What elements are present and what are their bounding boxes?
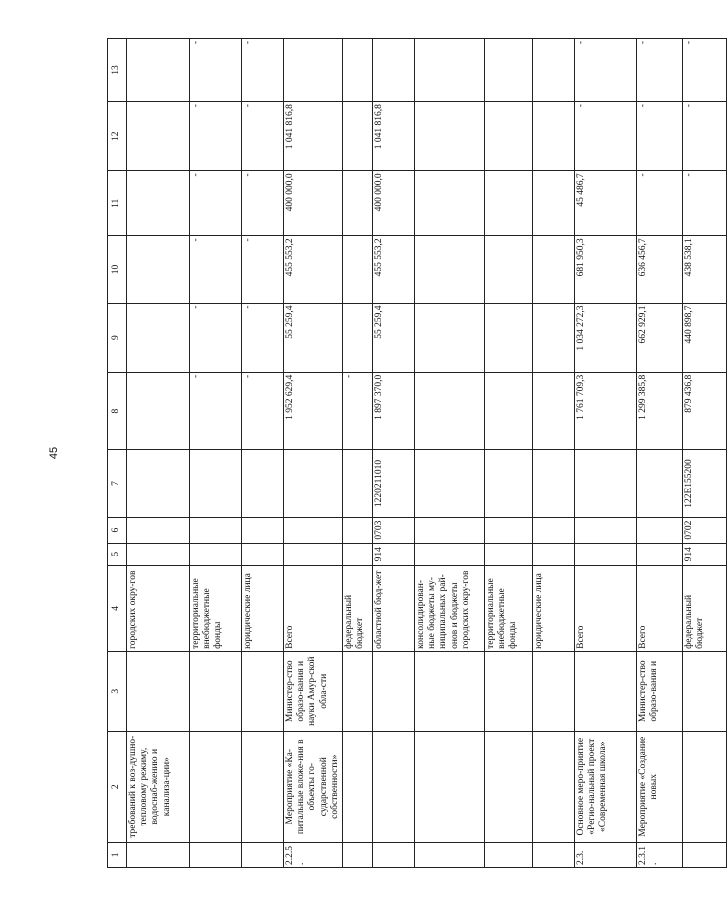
table-cell — [415, 102, 485, 171]
table-cell: Всего — [284, 565, 343, 651]
header-cell: 9 — [108, 303, 127, 372]
table-cell: - — [242, 236, 284, 303]
table-row — [343, 39, 373, 868]
table-cell — [533, 842, 575, 867]
table-row — [575, 39, 637, 868]
table-cell: 914 — [373, 543, 415, 565]
table-cell: юридические лица — [242, 565, 284, 651]
table-cell — [242, 842, 284, 867]
table-cell: - — [575, 102, 637, 171]
table-cell: - — [683, 102, 727, 171]
table-cell — [533, 303, 575, 372]
table-cell — [415, 842, 485, 867]
table-cell: федеральный бюджет — [683, 565, 727, 651]
table-cell — [485, 543, 533, 565]
table-row — [485, 39, 533, 868]
table-cell — [127, 651, 190, 731]
table-cell — [242, 543, 284, 565]
table-cell: 636 456,7 — [637, 236, 683, 303]
table-row — [533, 39, 575, 868]
table-cell — [485, 39, 533, 102]
table-cell — [415, 303, 485, 372]
budget-table — [107, 38, 727, 868]
table-cell — [127, 171, 190, 236]
header-cell: 1 — [108, 842, 127, 867]
header-cell: 7 — [108, 450, 127, 517]
table-cell — [485, 236, 533, 303]
table-cell: 1 952 629,4 — [284, 372, 343, 450]
table-cell — [190, 517, 242, 543]
table-cell: Основное меро-приятие «Регио-нальный проект «Современная школа» — [575, 731, 637, 842]
table-cell — [127, 102, 190, 171]
table-cell: 879 436,8 — [683, 372, 727, 450]
table-cell — [242, 450, 284, 517]
table-cell: 662 929,1 — [637, 303, 683, 372]
table-cell — [533, 450, 575, 517]
table-cell — [127, 517, 190, 543]
table-cell — [485, 517, 533, 543]
table-cell: 55 259,4 — [373, 303, 415, 372]
table-row — [127, 39, 190, 868]
table-cell — [485, 102, 533, 171]
table-cell — [533, 731, 575, 842]
table-cell — [242, 517, 284, 543]
table-cell — [575, 543, 637, 565]
table-cell: - — [190, 372, 242, 450]
table-cell: 0702 — [683, 517, 727, 543]
header-cell: 13 — [108, 39, 127, 102]
table-cell — [190, 450, 242, 517]
header-cell: 11 — [108, 171, 127, 236]
table-cell — [284, 450, 343, 517]
table-cell: 1 041 816,8 — [373, 102, 415, 171]
table-cell: федеральный бюджет — [343, 565, 373, 651]
table-cell: 914 — [683, 543, 727, 565]
table-cell — [485, 171, 533, 236]
table-cell — [485, 450, 533, 517]
table-cell: - — [242, 102, 284, 171]
table-cell — [683, 731, 727, 842]
table-row — [415, 39, 485, 868]
table-cell — [343, 303, 373, 372]
table-cell: - — [242, 372, 284, 450]
table-cell — [533, 372, 575, 450]
table-cell: 0703 — [373, 517, 415, 543]
table-cell: Министер-ство образо-вания и — [637, 651, 683, 731]
table-cell: - — [190, 236, 242, 303]
table-row — [242, 39, 284, 868]
table-cell: Всего — [637, 565, 683, 651]
table-cell: 122E155200 — [683, 450, 727, 517]
table-cell: 440 898,7 — [683, 303, 727, 372]
table-cell: консолидирован-ные бюджеты му-ниципальных рай-онов и бюджеты городских окру-гов — [415, 565, 485, 651]
header-cell: 4 — [108, 565, 127, 651]
table-cell — [415, 171, 485, 236]
table-cell — [343, 450, 373, 517]
table-cell — [190, 543, 242, 565]
table-cell — [415, 731, 485, 842]
table-row — [683, 39, 727, 868]
table-cell — [343, 517, 373, 543]
table-cell — [533, 543, 575, 565]
table-cell — [373, 731, 415, 842]
table-cell: территориальные внебюджетные фонды — [190, 565, 242, 651]
table-cell — [127, 303, 190, 372]
table-cell: - — [190, 102, 242, 171]
header-cell: 12 — [108, 102, 127, 171]
table-cell: - — [637, 171, 683, 236]
table-cell — [415, 372, 485, 450]
table-cell: 455 553,2 — [284, 236, 343, 303]
table-cell — [343, 842, 373, 867]
table-cell — [683, 651, 727, 731]
table-cell — [343, 102, 373, 171]
table-cell — [415, 39, 485, 102]
table-cell — [485, 731, 533, 842]
table-cell — [284, 543, 343, 565]
table-row — [284, 39, 343, 868]
table-cell: - — [242, 39, 284, 102]
table-cell: - — [242, 171, 284, 236]
table-cell — [242, 651, 284, 731]
table-cell: 1 041 816,8 — [284, 102, 343, 171]
header-cell: 10 — [108, 236, 127, 303]
header-cell: 5 — [108, 543, 127, 565]
table-cell — [343, 543, 373, 565]
table-row — [190, 39, 242, 868]
table-cell: - — [575, 39, 637, 102]
table-cell — [683, 842, 727, 867]
table-cell: 1220211010 — [373, 450, 415, 517]
table-cell — [343, 39, 373, 102]
table-cell: юридические лица — [533, 565, 575, 651]
table-cell — [127, 372, 190, 450]
table-cell — [284, 517, 343, 543]
table-cell: городских окру-гов — [127, 565, 190, 651]
table-cell: требований к воз-душно-тепловому режиму, водоснаб-жению и канализа-ции» — [127, 731, 190, 842]
table-cell: 681 950,3 — [575, 236, 637, 303]
table-cell — [575, 450, 637, 517]
table-cell: 455 553,2 — [373, 236, 415, 303]
table-cell — [127, 450, 190, 517]
table-cell — [127, 236, 190, 303]
page-number: 45 — [48, 446, 61, 460]
table-cell: Мероприятие «Создание новых — [637, 731, 683, 842]
table-cell: 45 486,7 — [575, 171, 637, 236]
table-cell: - — [190, 171, 242, 236]
header-cell: 2 — [108, 731, 127, 842]
table-cell: областной бюд-жет — [373, 565, 415, 651]
header-cell: 3 — [108, 651, 127, 731]
table-row — [373, 39, 415, 868]
table-cell — [127, 842, 190, 867]
header-cell: 8 — [108, 372, 127, 450]
table-cell — [343, 651, 373, 731]
table-cell — [533, 39, 575, 102]
table-cell: 1 299 385,8 — [637, 372, 683, 450]
table-cell: - — [343, 372, 373, 450]
table-cell — [190, 651, 242, 731]
table-cell — [127, 39, 190, 102]
table-cell — [485, 651, 533, 731]
table-cell: территориальные внебюджетные фонды — [485, 565, 533, 651]
table-cell — [533, 102, 575, 171]
table-cell — [575, 651, 637, 731]
table-cell: - — [190, 303, 242, 372]
table-cell — [415, 517, 485, 543]
table-cell: Министер-ство образо-вания и науки Амур-ской обла-сти — [284, 651, 343, 731]
table-cell — [637, 450, 683, 517]
table-cell — [485, 372, 533, 450]
table-cell — [575, 517, 637, 543]
table-cell: Мероприятие «Ка-питальные вложе-ния в объекты го-сударственной собственности» — [284, 731, 343, 842]
header-row — [108, 39, 127, 868]
table-cell — [533, 236, 575, 303]
table-cell: 1 897 370,0 — [373, 372, 415, 450]
table-cell: 55 259,4 — [284, 303, 343, 372]
table-cell — [190, 842, 242, 867]
table-cell — [415, 543, 485, 565]
table-cell — [343, 731, 373, 842]
table-cell: - — [683, 39, 727, 102]
table-cell: Всего — [575, 565, 637, 651]
table-cell — [415, 450, 485, 517]
table-cell — [533, 651, 575, 731]
table-cell — [637, 543, 683, 565]
table-cell: - — [190, 39, 242, 102]
table-cell: - — [242, 303, 284, 372]
table-cell — [415, 651, 485, 731]
table-cell — [343, 171, 373, 236]
table-wrapper — [107, 38, 706, 868]
table-cell — [343, 236, 373, 303]
table-cell — [127, 543, 190, 565]
table-cell: 1 034 272,3 — [575, 303, 637, 372]
table-cell: 2.3.1. — [637, 842, 683, 867]
table-cell — [242, 731, 284, 842]
table-cell: - — [637, 102, 683, 171]
table-cell — [485, 303, 533, 372]
table-cell — [533, 517, 575, 543]
table-cell — [637, 517, 683, 543]
table-cell: 400 000,0 — [373, 171, 415, 236]
table-cell: - — [637, 39, 683, 102]
table-cell — [373, 39, 415, 102]
table-cell — [533, 171, 575, 236]
table-cell — [485, 842, 533, 867]
table-cell — [373, 842, 415, 867]
table-cell — [415, 236, 485, 303]
table-cell — [373, 651, 415, 731]
table-cell: 2.2.5. — [284, 842, 343, 867]
table-cell: 1 761 709,3 — [575, 372, 637, 450]
table-cell: 400 000,0 — [284, 171, 343, 236]
table-cell: 2.3. — [575, 842, 637, 867]
table-cell: - — [683, 171, 727, 236]
table-cell: 438 538,1 — [683, 236, 727, 303]
table-row — [637, 39, 683, 868]
header-cell: 6 — [108, 517, 127, 543]
table-cell — [284, 39, 343, 102]
table-cell — [190, 731, 242, 842]
